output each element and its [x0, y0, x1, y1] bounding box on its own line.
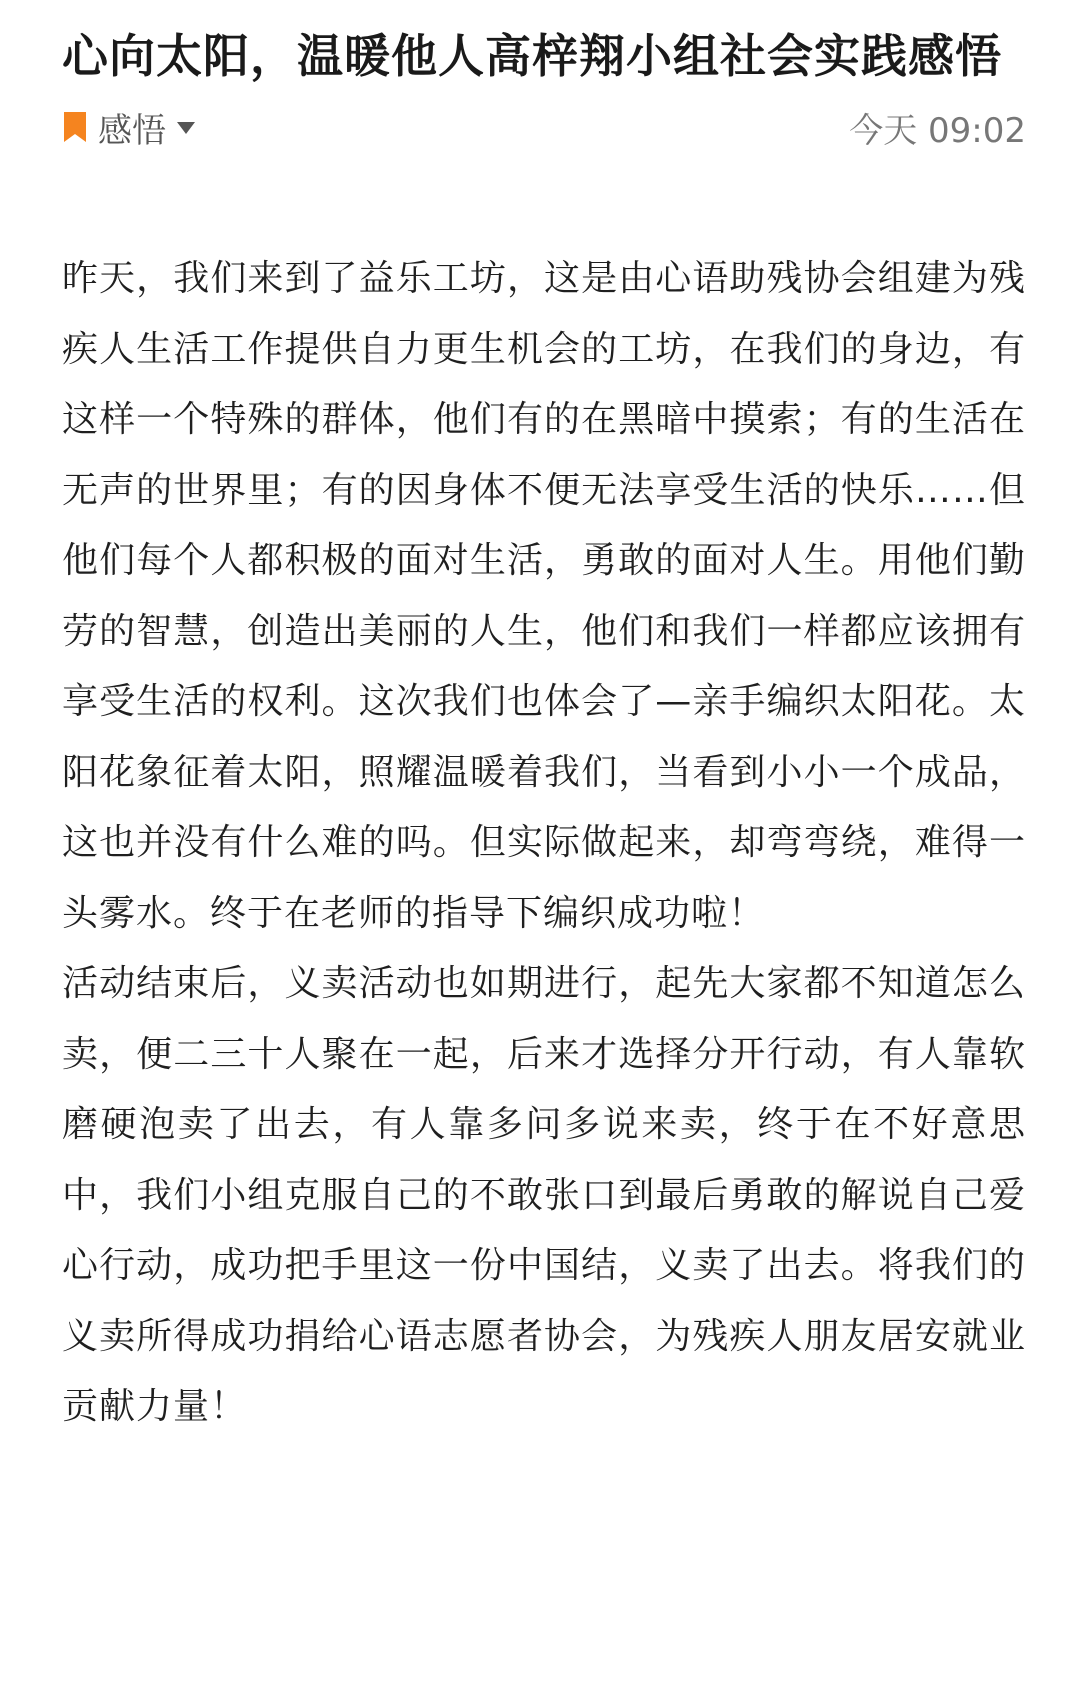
page-title: 心向太阳，温暖他人高梓翔小组社会实践感悟: [62, 29, 1002, 83]
timestamp: 今天 09:02: [849, 110, 1026, 151]
article-body: [62, 244, 1026, 1443]
category-label: 感悟: [98, 110, 166, 151]
bookmark-icon: [62, 110, 88, 144]
article-paragraph: 昨天，我们来到了益乐工坊，这是由心语助残协会组建为残疾人生活工作提供自力更生机会的工坊，在我们的身边，有这样一个特殊的群体，他们有的在黑暗中摸索；有的生活在无声的世界里；有的因身体不便无法享受生活的快乐……但他们每个人都积极的面对生活，勇敢的面对人生。用他们勤劳的智慧，创造出美丽的人生，他们和我们一样都应该拥有享受生活的权利。这次我们也体会了—亲手编织太阳花。太阳花象征着太阳，照耀温暖着我们，当看到小小一个成品，这也并没有什么难的吗。但实际做起来，却弯弯绕，难得一头雾水。终于在老师的指导下编织成功啦！: [62, 258, 1026, 934]
meta-row: [62, 102, 1026, 152]
article-paragraph: 活动结束后，义卖活动也如期进行，起先大家都不知道怎么卖，便二三十人聚在一起，后来才选择分开行动，有人靠软磨硬泡卖了出去，有人靠多问多说来卖，终于在不好意思中，我们小组克服自己的不敢张口到最后勇敢的解说自己爱心行动，成功把手里这一份中国结，义卖了出去。将我们的义卖所得成功捐给心语志愿者协会，为残疾人朋友居安就业贡献力量！: [62, 963, 1026, 1427]
category-selector[interactable]: [62, 103, 196, 152]
chevron-down-icon[interactable]: [176, 120, 196, 134]
